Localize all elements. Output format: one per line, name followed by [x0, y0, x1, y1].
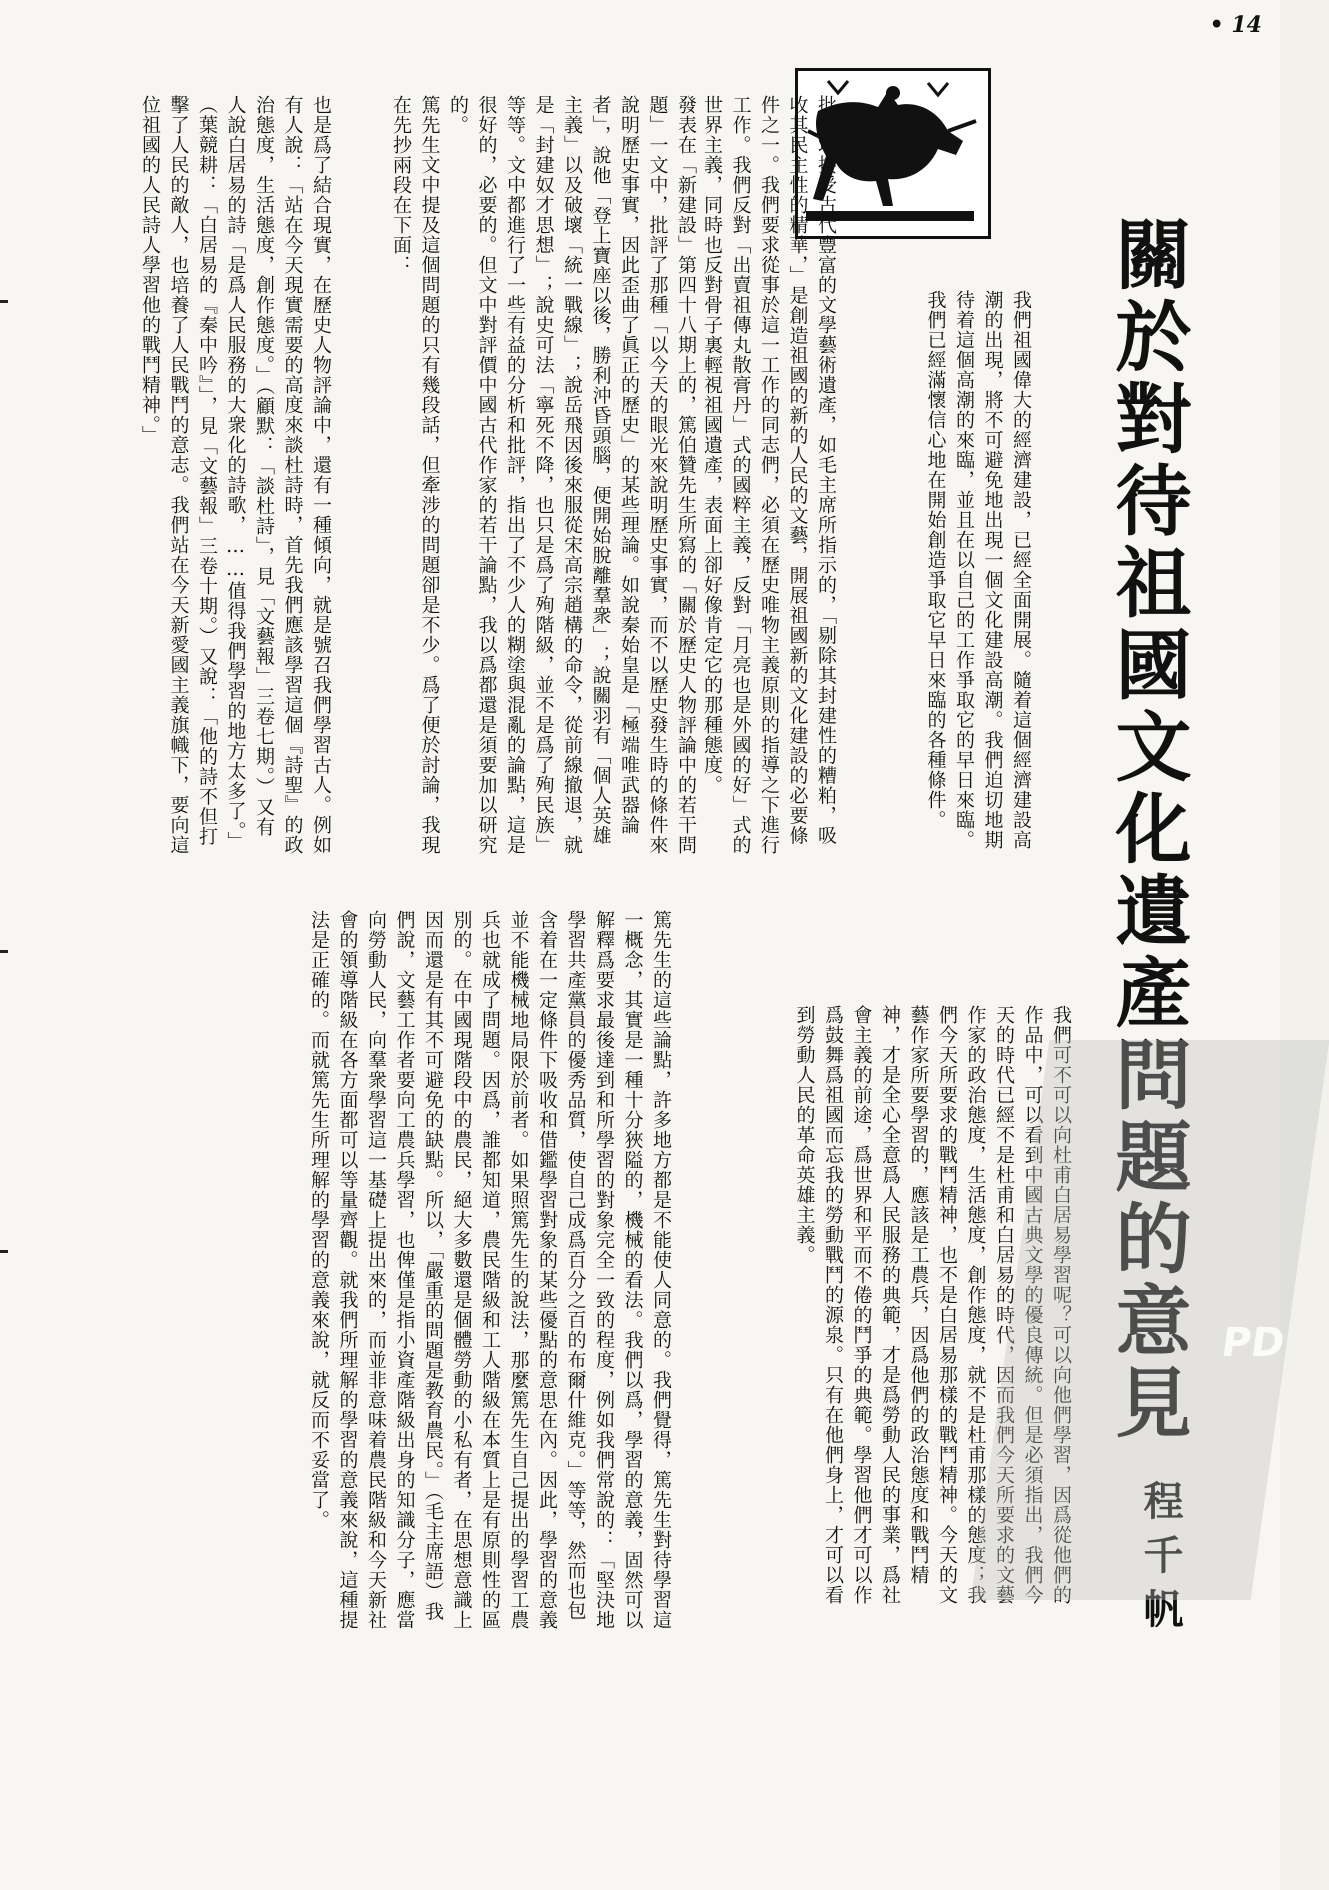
paragraph-block-5 [139, 95, 335, 855]
scan-mark [0, 300, 8, 303]
paragraph-intro [924, 290, 1035, 850]
paragraph-5: 也是爲了結合現實，在歷史人物評論中，還有一種傾向，就是號召我們學習古人。例如有人說：「站在今天現實需要的高度來談杜詩時，首先我們應該學習這個『詩聖』的政治態度，生活態度，創作態度。」（顧默：「談杜詩」，見「文藝報」三卷七期。）又有人說白居易的詩「是爲人民服務的大衆化的詩歌，……值得我們學習的地方太多了。」（葉競耕：「白居易的『秦中吟』」，見「文藝報」三卷十期。）又說：「他的詩不但打擊了人民的敵人，也培養了人民戰鬥的意志。我們站在今天新愛國主義旗幟下，要向這位祖國的人民詩人學習他的戰鬥精神。」 [139, 95, 332, 855]
scan-mark [0, 950, 8, 953]
paragraph-3: 發表在「新建設」第四十八期上的，篤伯贊先生所寫的「關於歷史人物評論中的若干問題」一文中，批評了那種「以今天的眼光來說明歷史事實，而不以歷史發生時的條件來說明歷史事實，因此歪曲了眞正的歷史」的某些理論。如說秦始皇是「極端唯武器論者」，說他「登上寶座以後，勝利沖昏頭腦，便開始脫離羣衆」；說關羽有「個人英雄主義」以及破壞「統一戰線」；說岳飛因後來服從宋高宗趙構的命令，從前線撤退，就是「封建奴才思想」；說史可法「寧死不降，也只是爲了殉階級，並不是爲了殉民族」等等。文中都進行了一些有益的分析和批評，指出了不少人的糊塗與混亂的論點，這是很好的，必要的。但文中對評價中國古代作家的若干論點，我以爲都還是須要加以研究的。 [447, 95, 697, 855]
paragraph-4: 篤先生文中提及這個問題的只有幾段話，但牽涉的問題卻是不少。爲了便於討論，我現在先抄兩段在下面： [390, 95, 441, 855]
scan-mark [0, 1250, 8, 1253]
paragraph-1: 我們祖國偉大的經濟建設，已經全面開展。隨着這個經濟建設高潮的出現，將不可避免地出現一個文化建設高潮。我們迫切地期待着這個高潮的來臨，並且在以自己的工作爭取它的早日來臨。我們已經滿懷信心地在開始創造爭取它早日來臨的各種條件。 [924, 290, 1032, 850]
page-number: • 14 [1209, 12, 1262, 38]
paragraph-block-3 [335, 95, 700, 855]
paragraph-block-7 [300, 910, 675, 1640]
paragraph-block-2 [700, 95, 840, 855]
paragraph-7: 篤先生的這些論點，許多地方都是不能使人同意的。我們覺得，篤先生對待學習這一概念，其實是一種十分狹隘的，機械的看法。我們以爲，學習的意義，固然可以解釋爲要求最後達到和所學習的對象完全一致的程度，例如我們常說的：「堅決地學習共產黨員的優秀品質，使自己成爲百分之百的布爾什維克。」等等，然而也包含着在一定條件下吸收和借鑑學習對象的某些優點的意思在內。因此，學習的意義並不能機械地局限於前者。如果照篤先生的說法，那麼篤先生自己提出的學習工農兵也就成了問題。因爲，誰都知道，農民階級和工人階級在本質上是有原則性的區別的。在中國現階段中的農民，絕大多數還是個體勞動的小私有者，在思想意識上因而還是有其不可避免的缺點。所以，「嚴重的問題是教育農民。」（毛主席語）我們說，文藝工作者要向工農兵學習，也俾僅是指小資產階級出身的知識分子，應當向勞動人民，向羣衆學習這一基礎上提出來的，而並非意味着農民階級和今天新社會的領導階級在各方面都可以等量齊觀。就我們所理解的學習的意義來說，這種提法是正確的。而就篤先生所理解的學習的意義來說，就反而不妥當了。 [308, 910, 672, 1630]
article-author: 程千帆 [1137, 1480, 1184, 1642]
paragraph-2: 批判地接受古代豐富的文學藝術遺產，如毛主席所指示的，「剔除其封建性的糟粕，吸收其民主性的精華，」是創造祖國的新的人民的文藝，開展祖國新的文化建設的必要條件之一。我們要求從事於這一工作的同志們，必須在歷史唯物主義原則的指導之下進行工作。我們反對「出賣祖傳丸散膏丹」式的國粹主義，反對「月亮也是外國的好」式的世界主義，同時也反對骨子裏輕視祖國遺產，表面上卻好像肯定它的那種態度。 [701, 95, 837, 855]
watermark-text: PD [1218, 1320, 1288, 1366]
article-title: 關於對待祖國文化遺產問題的意見 [1103, 215, 1192, 1445]
paragraph-6: 我們可不可以向杜甫白居易學習呢？可以向他們學習，因爲從他們的作品中，可以看到中國古典文學的優良傳統。但是必須指出，我們今天的時代已經不是杜甫和白居易的時代，因而我們今天所要求的文藝作家的政治態度，生活態度，創作態度，就不是杜甫那樣的態度；我們今天所要求的戰鬥精神，也不是白居易那樣的戰鬥精神。今天的文藝作家所要學習的，應該是工農兵，因爲他們的政治態度和戰鬥精神，才是全心全意爲人民服務的典範，才是爲勞動人民的事業，爲社會主義的前途，爲世界和平而不倦的鬥爭的典範。學習他們才可以作爲鼓舞爲祖國而忘我的勞動戰鬥的源泉。只有在他們身上，才可以看到勞動人民的革命英雄主義。 [793, 1005, 1072, 1605]
